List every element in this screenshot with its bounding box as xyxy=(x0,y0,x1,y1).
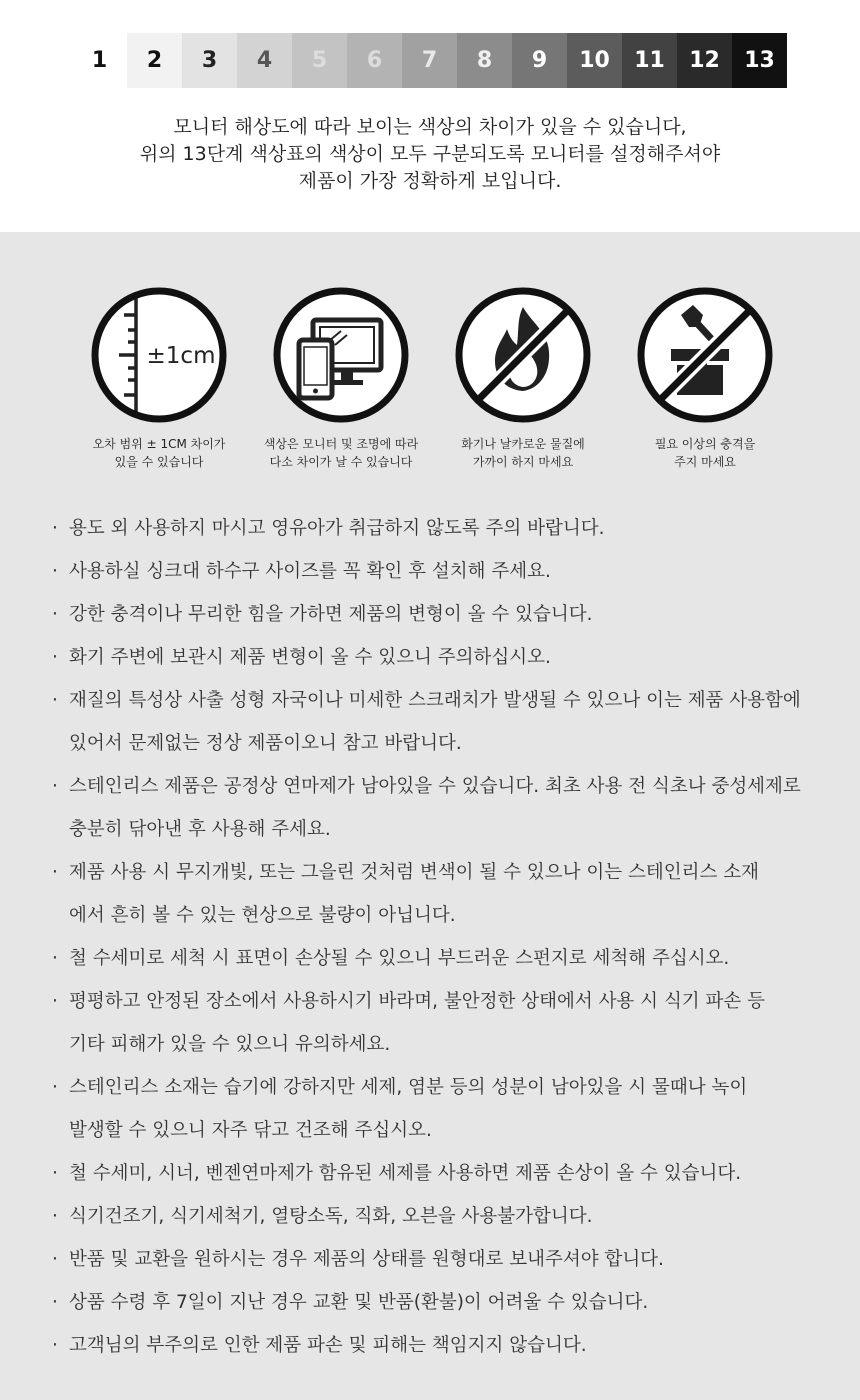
scale-swatch: 10 xyxy=(567,33,622,88)
icon-caption-line: 오차 범위 ± 1CM 차이가 xyxy=(92,437,226,451)
icon-caption-line: 있을 수 있습니다 xyxy=(114,455,204,469)
note-line: · 식기건조기, 식기세척기, 열탕소독, 직화, 오븐을 사용불가합니다. xyxy=(69,1206,593,1227)
note-line: · 반품 및 교환을 원하시는 경우 제품의 상태를 원형대로 보내주셔야 합니다. xyxy=(69,1249,664,1270)
note-item xyxy=(52,636,832,679)
caution-item-impact xyxy=(615,285,795,471)
caution-notes-list xyxy=(52,507,832,1367)
scale-swatch: 12 xyxy=(677,33,732,88)
caution-item-fire xyxy=(433,285,613,471)
note-line: 발생할 수 있으니 자주 닦고 건조해 주십시오. xyxy=(69,1120,432,1141)
scale-swatch: 1 xyxy=(72,33,127,88)
note-item xyxy=(52,851,832,937)
note-line: · 철 수세미, 시너, 벤젠연마제가 함유된 세제를 사용하면 제품 손상이 올 수 있습니다. xyxy=(69,1163,742,1184)
caution-item-color-difference xyxy=(251,285,431,471)
scale-swatch: 2 xyxy=(127,33,182,88)
note-item xyxy=(52,593,832,636)
note-item xyxy=(52,765,832,851)
note-line: · 용도 외 사용하지 마시고 영유아가 취급하지 않도록 주의 바랍니다. xyxy=(69,518,605,539)
no-impact-icon xyxy=(635,285,775,425)
note-item xyxy=(52,1066,832,1152)
caution-icons-row xyxy=(0,285,860,485)
note-item xyxy=(52,550,832,593)
note-line: · 고객님의 부주의로 인한 제품 파손 및 피해는 책임지지 않습니다. xyxy=(69,1335,587,1356)
grayscale-color-scale xyxy=(72,33,787,88)
icon-caption-line: 주지 마세요 xyxy=(674,455,736,469)
ruler-icon xyxy=(89,285,229,425)
note-line: · 철 수세미로 세척 시 표면이 손상될 수 있으니 부드러운 스펀지로 세척해 주십시오. xyxy=(69,948,730,969)
tolerance-label: ±1cm xyxy=(146,343,216,369)
caution-item-tolerance xyxy=(69,285,249,471)
note-line: · 화기 주변에 보관시 제품 변형이 올 수 있으니 주의하십시오. xyxy=(69,647,551,668)
note-item xyxy=(52,980,832,1066)
scale-swatch: 11 xyxy=(622,33,677,88)
no-fire-icon xyxy=(453,285,593,425)
note-line: 있어서 문제없는 정상 제품이오니 참고 바랍니다. xyxy=(69,733,462,754)
note-item xyxy=(52,1152,832,1195)
notice-line: 모니터 해상도에 따라 보이는 색상의 차이가 있을 수 있습니다, xyxy=(173,116,687,138)
scale-swatch: 9 xyxy=(512,33,567,88)
note-item xyxy=(52,679,832,765)
scale-swatch: 5 xyxy=(292,33,347,88)
monitor-notice xyxy=(0,114,860,195)
note-line: · 재질의 특성상 사출 성형 자국이나 미세한 스크래치가 발생될 수 있으나 이는 제품 사용함에 xyxy=(69,690,801,711)
note-line: · 사용하실 싱크대 하수구 사이즈를 꼭 확인 후 설치해 주세요. xyxy=(69,561,551,582)
note-line: · 제품 사용 시 무지개빛, 또는 그을린 것처럼 변색이 될 수 있으나 이는 스테인리스 소재 xyxy=(69,862,759,883)
icon-caption-line: 화기나 날카로운 물질에 xyxy=(461,437,585,451)
scale-swatch: 3 xyxy=(182,33,237,88)
note-line: · 상품 수령 후 7일이 지난 경우 교환 및 반품(환불)이 어려울 수 있습니다. xyxy=(69,1292,649,1313)
color-calibration-section xyxy=(0,0,860,232)
note-line: · 강한 충격이나 무리한 힘을 가하면 제품의 변형이 올 수 있습니다. xyxy=(69,604,593,625)
scale-swatch: 4 xyxy=(237,33,292,88)
monitor-phone-icon xyxy=(271,285,411,425)
scale-swatch: 13 xyxy=(732,33,787,88)
note-item xyxy=(52,1195,832,1238)
scale-swatch: 6 xyxy=(347,33,402,88)
note-line: · 스테인리스 제품은 공정상 연마제가 남아있을 수 있습니다. 최초 사용 전 식초나 중성세제로 xyxy=(69,776,801,797)
icon-caption-line: 다소 차이가 날 수 있습니다 xyxy=(269,455,413,469)
scale-swatch: 7 xyxy=(402,33,457,88)
note-line: 충분히 닦아낸 후 사용해 주세요. xyxy=(69,819,331,840)
note-item xyxy=(52,1281,832,1324)
note-item xyxy=(52,1238,832,1281)
notice-line: 제품이 가장 정확하게 보입니다. xyxy=(298,170,562,192)
icon-caption-line: 가까이 하지 마세요 xyxy=(472,455,574,469)
note-line: · 스테인리스 소재는 습기에 강하지만 세제, 염분 등의 성분이 남아있을 시 물때나 녹이 xyxy=(69,1077,748,1098)
icon-caption-line: 필요 이상의 충격을 xyxy=(654,437,756,451)
note-line: 기타 피해가 있을 수 있으니 유의하세요. xyxy=(69,1034,391,1055)
note-item xyxy=(52,1324,832,1367)
note-line: · 평평하고 안정된 장소에서 사용하시기 바라며, 불안정한 상태에서 사용 시 식기 파손 등 xyxy=(69,991,766,1012)
note-item xyxy=(52,507,832,550)
notice-line: 위의 13단계 색상표의 색상이 모두 구분되도록 모니터를 설정해주셔야 xyxy=(139,143,721,165)
scale-swatch: 8 xyxy=(457,33,512,88)
icon-caption-line: 색상은 모니터 및 조명에 따라 xyxy=(263,437,419,451)
note-line: 에서 흔히 볼 수 있는 현상으로 불량이 아닙니다. xyxy=(69,905,456,926)
note-item xyxy=(52,937,832,980)
